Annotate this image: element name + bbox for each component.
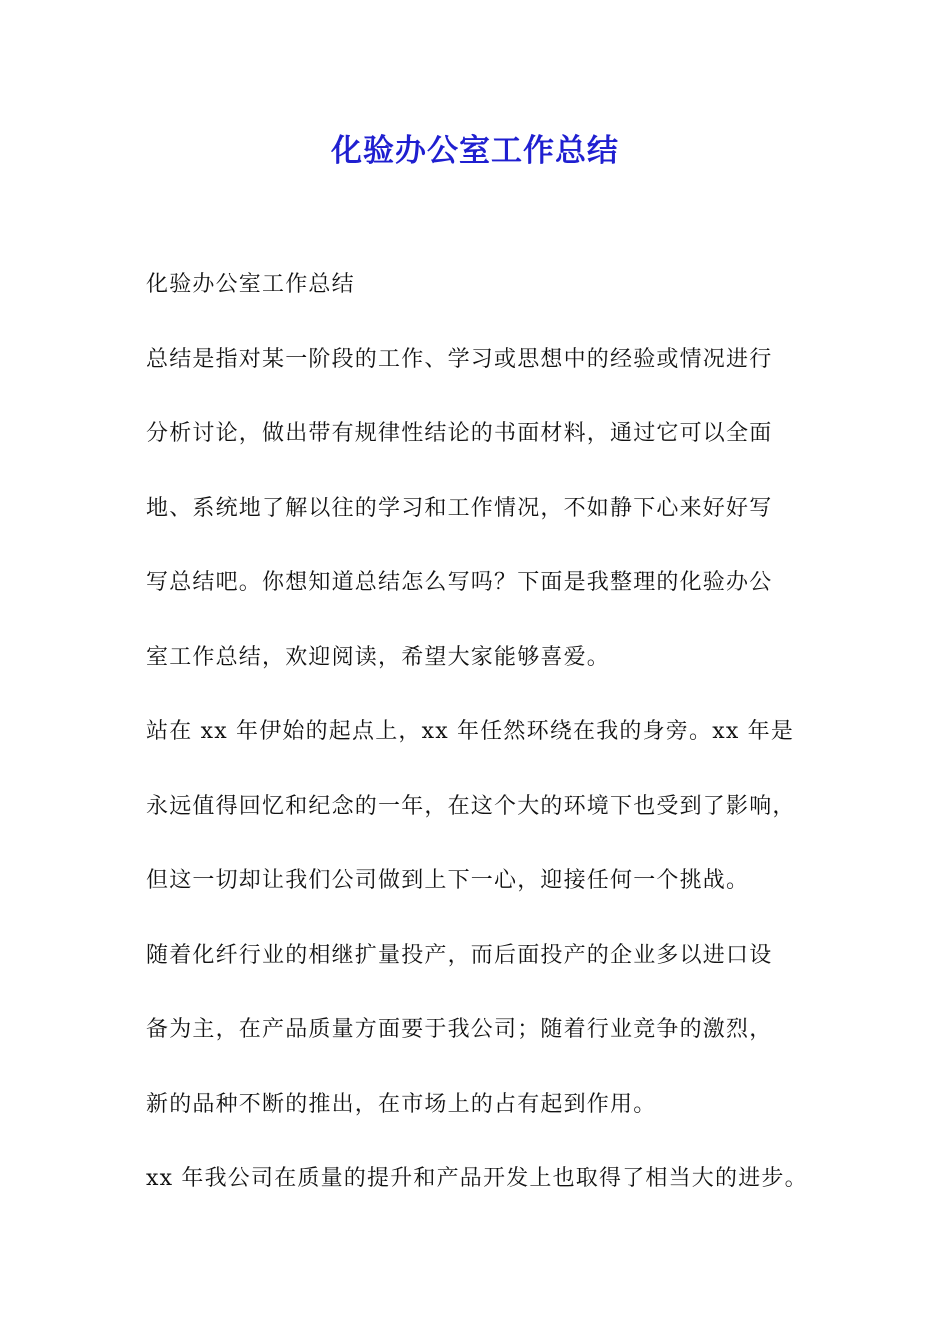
text-line: 写总结吧。你想知道总结怎么写吗？下面是我整理的化验办公: [146, 570, 773, 595]
document-title: 化验办公室工作总结: [331, 133, 619, 169]
text-line: 新的品种不断的推出，在市场上的占有起到作用。: [146, 1091, 657, 1117]
text-line: 站在 xx 年伊始的起点上，xx 年任然环绕在我的身旁。xx 年是: [146, 719, 795, 744]
text-line: 分析讨论，做出带有规律性结论的书面材料，通过它可以全面: [146, 421, 773, 446]
text-line: 室工作总结，欢迎阅读，希望大家能够喜爱。: [146, 644, 611, 670]
text-line: 总结是指对某一阶段的工作、学习或思想中的经验或情况进行: [146, 346, 773, 372]
text-line: 化验办公室工作总结: [146, 272, 355, 297]
document-body: [146, 268, 836, 1237]
text-line: xx 年我公司在质量的提升和产品开发上也取得了相当大的进步。: [146, 1166, 808, 1191]
text-line: 永远值得回忆和纪念的一年，在这个大的环境下也受到了影响，: [146, 793, 796, 819]
text-line: 但这一切却让我们公司做到上下一心，迎接任何一个挑战。: [146, 868, 750, 893]
text-line: 地、系统地了解以往的学习和工作情况，不如静下心来好好写: [146, 495, 773, 521]
text-line: 备为主，在产品质量方面要于我公司；随着行业竞争的激烈，: [146, 1017, 773, 1042]
text-line: 随着化纤行业的相继扩量投产，而后面投产的企业多以进口设: [146, 942, 773, 968]
